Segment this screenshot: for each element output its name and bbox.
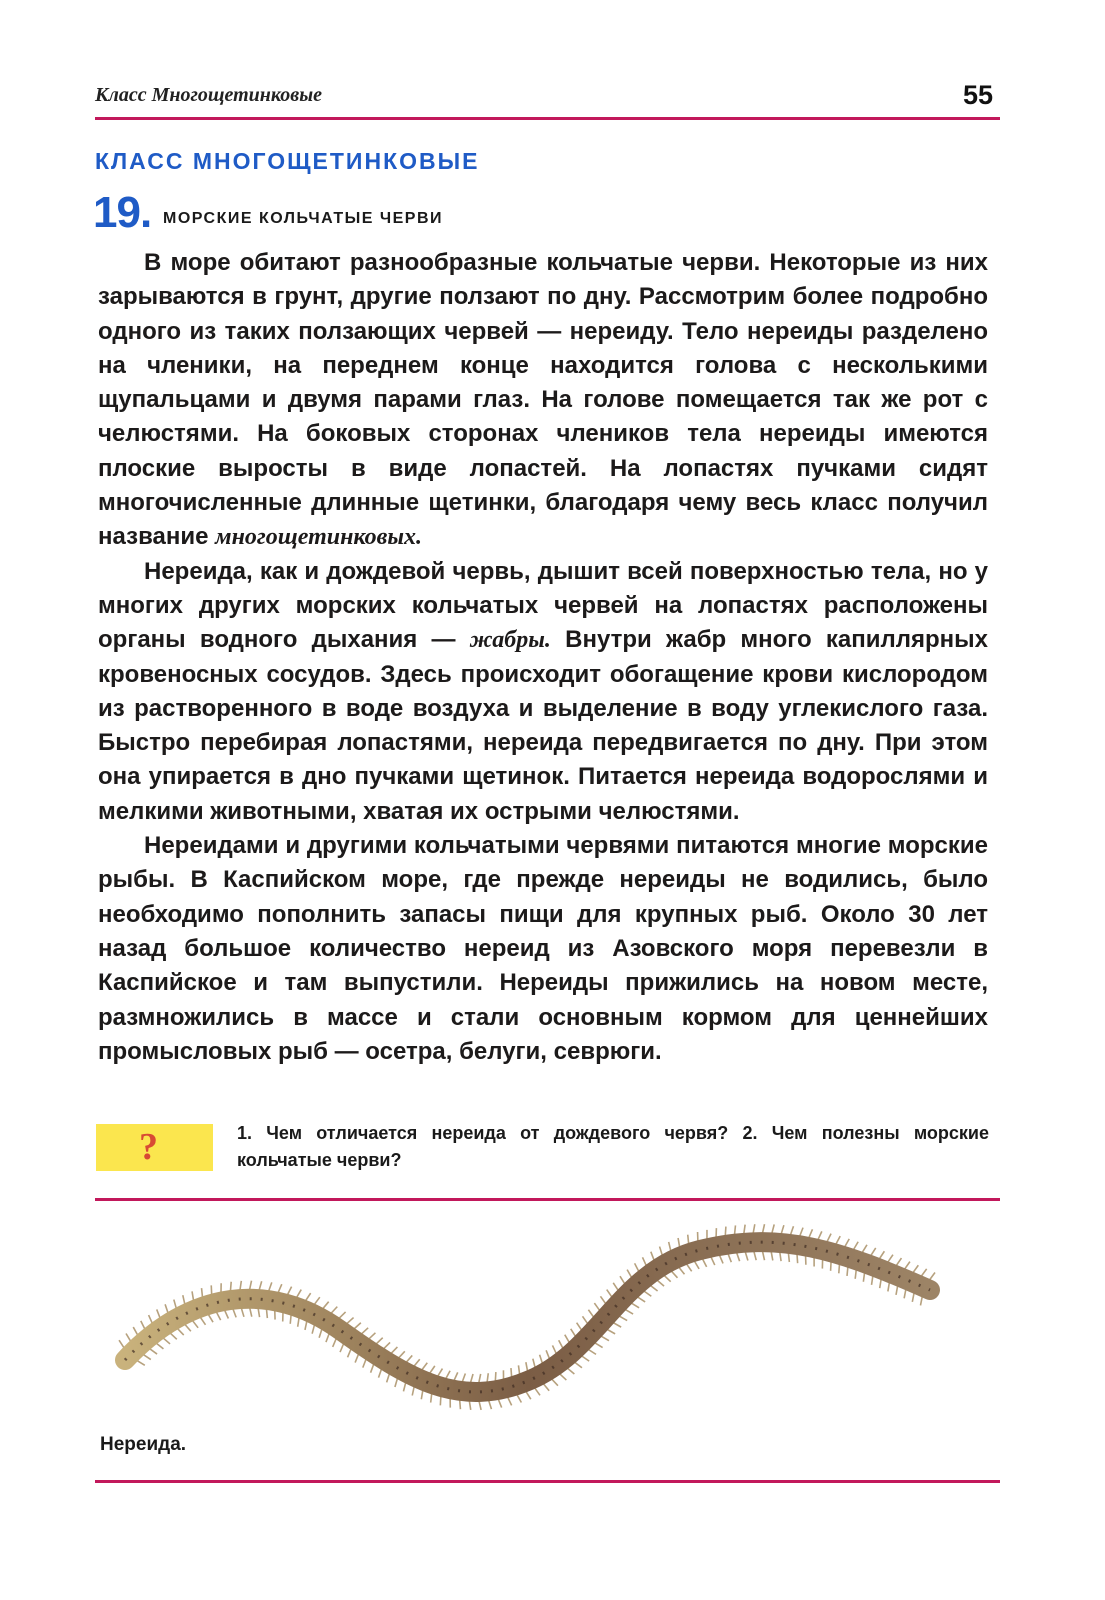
figure-bottom-divider — [95, 1480, 1000, 1483]
term-gills: жабры. — [469, 627, 551, 654]
question-badge — [96, 1124, 213, 1171]
figure-top-divider — [95, 1198, 1000, 1201]
header-divider — [95, 117, 1000, 120]
nereid-worm-illustration — [100, 1210, 980, 1440]
page-number: 55 — [962, 80, 993, 110]
body-text — [98, 246, 988, 1069]
section-number: 19. — [93, 188, 152, 237]
section-title: МОРСКИЕ КОЛЬЧАТЫЕ ЧЕРВИ — [163, 210, 444, 227]
question-mark-icon: ? — [139, 1126, 158, 1168]
paragraph-2 — [98, 555, 988, 829]
paragraph-2-text-b: Внутри жабр много капиллярных кровеносных сосудов. Здесь происходит обогащение крови кислородом из растворенного в воде воздуха и выделение в воду углекислого газа. Быстро перебирая лопастями, нереида передвигается по дну. При этом она упирается в дно пучками щетинок. Питается нереида водорослями и мелкими животными, хватая их острыми челюстями. — [98, 626, 988, 825]
class-heading: КЛАСС МНОГОЩЕТИНКОВЫЕ — [95, 148, 480, 174]
running-header: Класс Многощетинковые — [95, 84, 322, 106]
paragraph-1-text: В море обитают разнообразные кольчатые черви. Некоторые из них зарываются в грунт, другие ползают по дну. Рассмотрим более подробно одного из таких ползающих червей — нереиду. Тело нереиды разделено на членики, на переднем конце находится голова с несколькими щупальцами и двумя парами глаз. На голове помещается так же рот с челюстями. На боковых сторонах члеников тела нереиды имеются плоские выросты в виде лопастей. На лопастях пучками сидят многочисленные длинные щетинки, благодаря чему весь класс получил название — [98, 249, 988, 551]
term-polychaetes: многощетинковых. — [215, 524, 423, 551]
paragraph-1 — [98, 246, 988, 555]
review-questions: 1. Чем отличается нерeида от дождевого червя? 2. Чем полезны морские кольчатые черви? — [237, 1123, 989, 1170]
paragraph-2-text-a: Нереида, как и дождевой червь, дышит всей поверхностью тела, но у многих других морских кольчатых червей на лопастях расположены органы водного дыхания — — [98, 557, 988, 654]
paragraph-3: Нереидами и другими кольчатыми червями питаются многие морские рыбы. В Каспийском море, где прежде нереиды не водились, было необходимо пополнить запасы пищи для крупных рыб. Около 30 лет назад большое количество нереид из Азовского моря перевезли в Каспийское и там выпустили. Нереиды прижились на новом месте, размножились в массе и стали основным кормом для ценнейших промысловых рыб — осетра, белуги, севрюги. — [98, 832, 988, 1065]
figure-caption: Нереида. — [100, 1434, 187, 1455]
